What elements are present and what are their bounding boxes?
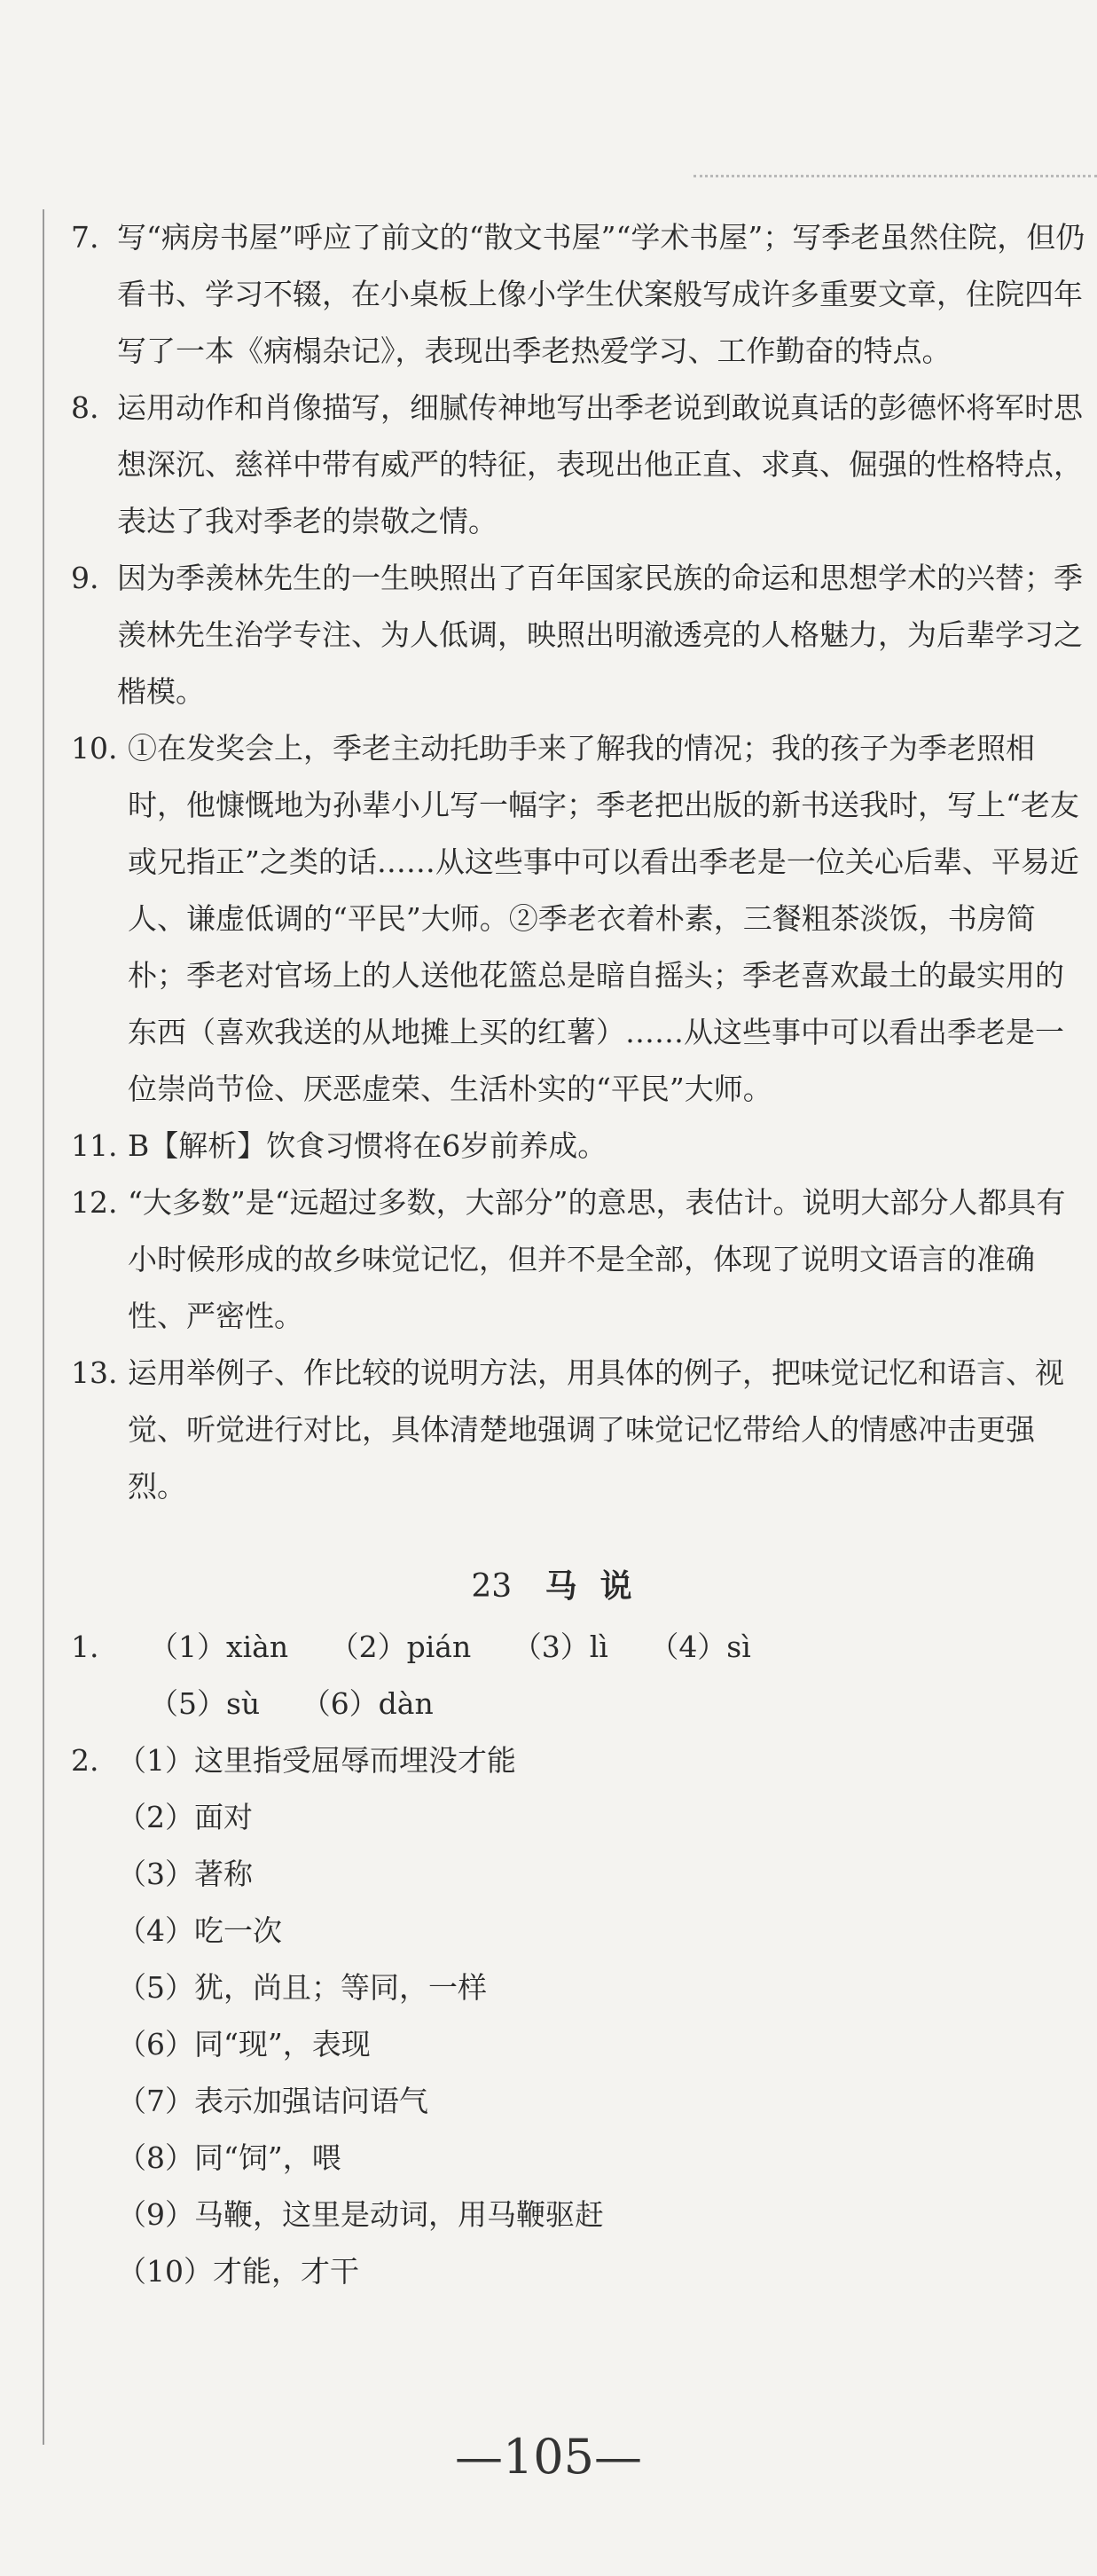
definition-item: （6）同“现”，表现 (117, 2027, 371, 2062)
answer-content (71, 209, 1091, 2300)
section-heading (71, 1558, 1091, 1615)
definition-item: （4）吃一次 (117, 1913, 282, 1948)
answer-number: 7. (71, 220, 99, 255)
definition-item: （5）犹，尚且；等同，一样 (117, 1970, 487, 2005)
definition-item: （8）同“饲”，喂 (117, 2140, 341, 2175)
answer-number: 9. (71, 561, 99, 595)
pinyin-answer: （5）sù (149, 1686, 261, 1721)
question-1 (71, 1619, 1091, 1676)
answer-text: “大多数”是“远超过多数，大部分”的意思，表估计。说明大部分人都具有小时候形成的故乡味觉记忆，但并不是全部，体现了说明文语言的准确性、严密性。 (128, 1185, 1066, 1333)
answer-item-9 (71, 550, 1091, 720)
pinyin-answer: （1）xiàn (149, 1630, 289, 1664)
definition-row (71, 2016, 1091, 2073)
answer-number: 11. (71, 1128, 118, 1163)
definition-item: （9）马鞭，这里是动词，用马鞭驱赶 (117, 2197, 604, 2232)
answer-number: 13. (71, 1355, 118, 1390)
answer-number: 10. (71, 731, 118, 766)
answer-text: 运用动作和肖像描写，细腻传神地写出季老说到敢说真话的彭德怀将军时思想深沉、慈祥中带有威严的特征，表现出他正直、求真、倔强的性格特点，表达了我对季老的崇敬之情。 (117, 390, 1083, 538)
answer-text: ①在发奖会上，季老主动托助手来了解我的情况；我的孩子为季老照相时，他慷慨地为孙辈小儿写一幅字；季老把出版的新书送我时，写上“老友或兄指正”之类的话……从这些事中可以看出季老是一位关心后辈、平易近人、谦虚低调的“平民”大师。②季老衣着朴素，三餐粗茶淡饭，书房简朴；季老对官场上的人送他花篮总是暗自摇头；季老喜欢最土的最实用的东西（喜欢我送的从地摊上买的红薯）……从这些事中可以看出季老是一位崇尚节俭、厌恶虚荣、生活朴实的“平民”大师。 (128, 731, 1079, 1106)
definition-row (71, 1903, 1091, 1959)
answer-number: 12. (71, 1185, 118, 1220)
answer-text: B【解析】饮食习惯将在6岁前养成。 (128, 1128, 607, 1163)
definition-item: （7）表示加强诘问语气 (117, 2084, 428, 2118)
definition-row (71, 2073, 1091, 2130)
definition-row (71, 2187, 1091, 2243)
section-number: 23 (471, 1568, 513, 1605)
definition-row (71, 1846, 1091, 1903)
header-dotted-rule (693, 175, 1097, 177)
pinyin-answer: （4）sì (649, 1630, 751, 1664)
pinyin-answer: （3）lì (512, 1630, 608, 1664)
definition-item: （1）这里指受屈辱而埋没才能 (117, 1743, 516, 1778)
section-title: 马说 (545, 1567, 655, 1605)
answer-item-11 (71, 1118, 1091, 1174)
margin-rule (43, 209, 44, 2445)
question-1-row-2 (71, 1676, 1091, 1732)
page-number: —105— (454, 2429, 643, 2485)
pinyin-answer: （2）pián (329, 1630, 472, 1664)
definition-row (71, 2130, 1091, 2187)
definition-item: （2）面对 (117, 1800, 253, 1834)
definition-item: （10）才能，才干 (117, 2254, 359, 2289)
question-number: 1. (71, 1630, 99, 1664)
question-number: 2. (71, 1743, 99, 1778)
answer-item-7 (71, 209, 1091, 380)
pinyin-answer: （6）dàn (301, 1686, 434, 1721)
question-2 (71, 1732, 1091, 1789)
definition-row (71, 2243, 1091, 2300)
answer-item-8 (71, 380, 1091, 550)
answer-text: 运用举例子、作比较的说明方法，用具体的例子，把味觉记忆和语言、视觉、听觉进行对比，具体清楚地强调了味觉记忆带给人的情感冲击更强烈。 (128, 1355, 1064, 1504)
definition-row (71, 1789, 1091, 1846)
answer-item-13 (71, 1345, 1091, 1515)
answer-text: 因为季羡林先生的一生映照出了百年国家民族的命运和思想学术的兴替；季羡林先生治学专注、为人低调，映照出明澈透亮的人格魅力，为后辈学习之楷模。 (117, 561, 1083, 709)
answer-number: 8. (71, 390, 99, 425)
definition-row (71, 1959, 1091, 2016)
answer-item-10 (71, 720, 1091, 1118)
definition-item: （3）著称 (117, 1857, 253, 1891)
answer-text: 写“病房书屋”呼应了前文的“散文书屋”“学术书屋”；写季老虽然住院，但仍看书、学习不辍，在小桌板上像小学生伏案般写成许多重要文章，住院四年写了一本《病榻杂记》，表现出季老热爱学习、工作勤奋的特点。 (117, 220, 1085, 368)
answer-item-12 (71, 1174, 1091, 1345)
